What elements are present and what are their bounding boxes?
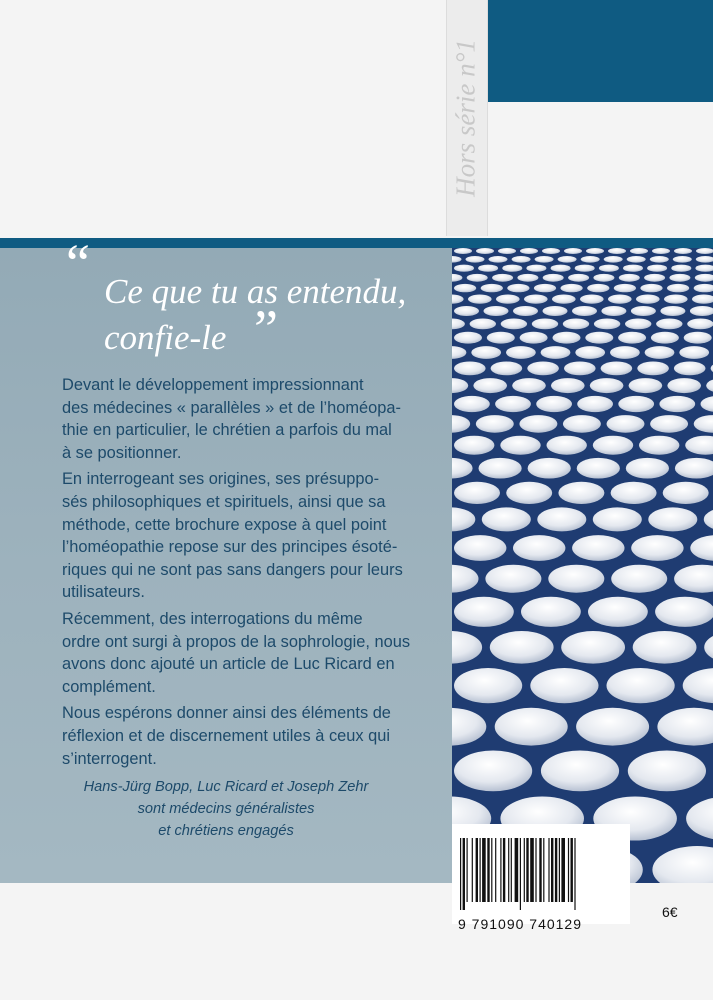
barcode-bar <box>571 838 573 902</box>
disc-shape <box>659 396 695 412</box>
barcode-bar <box>551 838 553 902</box>
disc-shape <box>452 631 482 664</box>
disc-shape <box>452 415 470 433</box>
disc-shape <box>651 332 679 344</box>
disc-shape <box>473 378 507 393</box>
disc-shape <box>663 482 709 504</box>
disc-shape <box>671 265 691 272</box>
disc-shape <box>694 284 713 292</box>
disc-shape <box>577 396 613 412</box>
closing-quote-mark: ” <box>254 299 278 359</box>
disc-shape <box>534 284 556 292</box>
disc-shape <box>640 284 662 292</box>
disc-shape <box>479 458 522 479</box>
disc-shape <box>581 256 600 263</box>
barcode-bar <box>491 838 492 902</box>
text-line: Nous espérons donner ainsi des éléments de <box>62 704 391 723</box>
disc-shape <box>542 248 560 254</box>
disc-shape <box>576 708 649 746</box>
text-line: utilisateurs. <box>62 583 145 602</box>
disc-shape <box>564 248 582 254</box>
barcode-bar <box>520 838 521 910</box>
disc-shape <box>481 284 503 292</box>
barcode-bar <box>472 838 473 902</box>
top-blue-block <box>486 0 713 102</box>
disc-shape <box>521 597 581 627</box>
disc-shape <box>520 332 548 344</box>
disc-shape <box>495 396 531 412</box>
disc-shape <box>690 535 713 561</box>
disc-shape <box>593 507 642 531</box>
disc-shape <box>506 482 552 504</box>
barcode-bar <box>539 838 541 902</box>
disc-shape <box>675 458 713 479</box>
disc-shape <box>452 565 479 593</box>
disc-shape <box>633 631 697 664</box>
disc-shape <box>536 396 572 412</box>
disc-shape <box>452 274 462 282</box>
disc-shape <box>452 319 465 330</box>
disc-shape <box>454 362 486 376</box>
barcode-bar <box>530 838 534 902</box>
barcode-bar <box>555 838 557 902</box>
disc-shape <box>513 306 538 316</box>
disc-shape <box>630 248 648 254</box>
disc-shape <box>452 708 486 746</box>
text-line: des médecines « parallèles » et de l’homéopa- <box>62 398 401 417</box>
disc-shape <box>454 482 500 504</box>
disc-shape <box>467 274 488 282</box>
cover-photo <box>452 248 713 883</box>
disc-shape <box>454 436 494 455</box>
paragraph-1 <box>62 374 428 464</box>
disc-shape <box>587 284 609 292</box>
barcode-bar <box>508 838 509 902</box>
barcode-bar <box>574 838 575 910</box>
barcode-bar <box>548 838 549 902</box>
disc-shape <box>685 436 713 455</box>
series-label: Hors série n°1 <box>450 39 481 197</box>
disc-shape <box>690 306 713 316</box>
disc-shape <box>454 306 479 316</box>
disc-shape <box>558 482 604 504</box>
disc-shape <box>696 248 713 254</box>
text-line: méthode, cette brochure expose à quel point <box>62 515 387 534</box>
disc-shape <box>512 378 546 393</box>
disc-shape <box>495 708 568 746</box>
disc-shape <box>696 256 713 263</box>
text-line: Récemment, des interrogations du même <box>62 609 363 628</box>
disc-shape <box>660 306 685 316</box>
disc-shape <box>452 295 464 304</box>
opening-quote-mark: “ <box>66 233 90 293</box>
disc-shape <box>527 362 559 376</box>
barcode-bar <box>500 838 501 902</box>
disc-shape <box>706 378 713 393</box>
disc-shape <box>686 797 713 841</box>
disc-shape <box>572 306 597 316</box>
disc-shape <box>541 346 571 359</box>
disc-shape <box>625 319 651 330</box>
disc-shape <box>507 284 529 292</box>
disc-shape <box>454 535 506 561</box>
disc-shape <box>564 362 596 376</box>
barcode-bar <box>515 838 519 902</box>
disc-shape <box>657 708 713 746</box>
disc-shape <box>452 256 462 263</box>
disc-shape <box>454 751 532 792</box>
disc-shape <box>498 248 516 254</box>
disc-shape <box>572 535 624 561</box>
disc-shape <box>470 319 496 330</box>
disc-shape <box>599 265 619 272</box>
disc-shape <box>648 507 697 531</box>
barcode-bar <box>467 838 468 902</box>
disc-shape <box>695 265 713 272</box>
price: 6€ <box>662 904 678 920</box>
disc-shape <box>496 295 520 304</box>
disc-shape <box>679 346 709 359</box>
disc-shape <box>551 378 585 393</box>
disc-shape <box>674 248 692 254</box>
disc-shape <box>580 295 604 304</box>
quote-line-1: Ce que tu as entendu, <box>104 272 407 311</box>
authors-line-2: sont médecins généralistes <box>137 801 315 817</box>
disc-shape <box>535 256 554 263</box>
disc-shape <box>541 751 619 792</box>
disc-shape <box>618 332 646 344</box>
disc-shape <box>667 284 689 292</box>
barcode-bar <box>526 838 528 902</box>
barcode-bar <box>568 838 569 902</box>
text-line: l’homéopathie repose sur des principes ésoté- <box>62 538 398 557</box>
disc-shape <box>563 415 601 433</box>
barcode-bar <box>460 838 461 910</box>
disc-shape <box>610 346 640 359</box>
disc-shape <box>452 458 473 479</box>
disc-shape <box>520 248 538 254</box>
disc-shape <box>489 256 508 263</box>
disc-shape <box>519 415 557 433</box>
disc-shape <box>628 751 706 792</box>
barcode-bar <box>535 838 536 902</box>
disc-shape <box>490 631 554 664</box>
disc-shape <box>512 256 531 263</box>
barcode-bar <box>495 838 496 902</box>
disc-shape <box>629 378 663 393</box>
disc-shape <box>627 256 646 263</box>
authors-line-3: et chrétiens engagés <box>158 823 294 839</box>
text-line: riques qui ne sont pas sans dangers pour leurs <box>62 560 403 579</box>
description-text <box>62 374 428 774</box>
paragraph-4 <box>62 702 428 770</box>
disc-shape <box>655 597 713 627</box>
disc-shape <box>568 274 589 282</box>
disc-shape <box>694 415 713 433</box>
disc-shape <box>528 458 571 479</box>
disc-shape <box>619 274 640 282</box>
barcode-bar <box>480 838 481 902</box>
disc-shape <box>656 319 682 330</box>
disc-shape <box>639 436 679 455</box>
text-line: complément. <box>62 677 156 696</box>
disc-shape <box>558 256 577 263</box>
barcode-bar <box>503 838 505 902</box>
disc-shape <box>526 265 546 272</box>
disc-shape <box>611 565 667 593</box>
disc-shape <box>484 306 509 316</box>
disc-shape <box>487 332 515 344</box>
disc-shape <box>623 265 643 272</box>
quote-line-2: confie-le <box>104 318 227 357</box>
barcode-number: 9 791090 740129 <box>458 916 582 932</box>
disc-shape <box>468 295 492 304</box>
barcode-bars <box>452 824 630 924</box>
paragraph-3 <box>62 608 428 698</box>
disc-shape <box>501 319 527 330</box>
disc-shape <box>692 295 713 304</box>
disc-shape <box>601 362 633 376</box>
disc-shape <box>664 295 688 304</box>
disc-shape <box>454 284 476 292</box>
barcode-bar <box>476 838 478 902</box>
disc-shape <box>543 306 568 316</box>
disc-shape <box>618 396 654 412</box>
disc-shape <box>491 362 523 376</box>
disc-shape <box>667 378 701 393</box>
disc-shape <box>683 668 713 703</box>
disc-shape <box>454 396 490 412</box>
disc-shape <box>608 248 626 254</box>
disc-shape <box>500 436 540 455</box>
disc-shape <box>548 565 604 593</box>
blue-divider-bar <box>0 238 713 248</box>
text-line: réflexion et de discernement utiles à ceux qui <box>62 726 390 745</box>
disc-shape <box>704 631 713 664</box>
disc-shape <box>604 256 623 263</box>
barcode <box>452 824 630 924</box>
disc-shape <box>614 284 636 292</box>
disc-shape <box>611 482 657 504</box>
disc-shape <box>590 378 624 393</box>
text-line: Devant le développement impressionnant <box>62 376 364 394</box>
disc-shape <box>466 256 485 263</box>
disc-shape <box>552 295 576 304</box>
disc-shape <box>454 597 514 627</box>
disc-shape <box>452 346 466 359</box>
barcode-bar <box>561 838 565 902</box>
disc-shape <box>577 458 620 479</box>
disc-shape <box>561 631 625 664</box>
disc-shape <box>543 274 564 282</box>
authors-note <box>0 776 452 842</box>
barcode-bar <box>482 838 486 902</box>
disc-shape <box>537 507 586 531</box>
disc-pattern-image <box>452 248 713 883</box>
disc-shape <box>652 846 713 883</box>
disc-shape <box>551 265 571 272</box>
disc-shape <box>586 248 604 254</box>
disc-shape <box>637 362 669 376</box>
text-line: s’interrogent. <box>62 749 157 768</box>
disc-shape <box>669 274 690 282</box>
disc-shape <box>575 346 605 359</box>
disc-shape <box>476 248 494 254</box>
disc-shape <box>530 668 598 703</box>
barcode-bar <box>524 838 525 902</box>
disc-shape <box>506 346 536 359</box>
disc-shape <box>454 265 474 272</box>
disc-shape <box>492 274 513 282</box>
disc-shape <box>594 319 620 330</box>
disc-shape <box>695 274 713 282</box>
disc-shape <box>626 458 669 479</box>
disc-shape <box>471 346 501 359</box>
disc-shape <box>454 332 482 344</box>
disc-shape <box>673 256 692 263</box>
text-line: thie en particulier, le chrétien a parfois du mal <box>62 421 392 440</box>
disc-shape <box>674 565 713 593</box>
disc-shape <box>588 597 648 627</box>
barcode-bar <box>511 838 512 902</box>
text-line: En interrogeant ses origines, ses présuppo- <box>62 470 380 489</box>
disc-shape <box>476 415 514 433</box>
authors-line-1: Hans-Jürg Bopp, Luc Ricard et Joseph Zehr <box>83 779 369 795</box>
disc-shape <box>631 306 656 316</box>
disc-shape <box>608 295 632 304</box>
disc-shape <box>674 362 706 376</box>
disc-shape <box>701 396 713 412</box>
disc-shape <box>631 535 683 561</box>
disc-shape <box>593 274 614 282</box>
text-line: à se positionner. <box>62 443 182 462</box>
disc-shape <box>563 319 589 330</box>
disc-shape <box>687 319 713 330</box>
disc-shape <box>482 507 531 531</box>
disc-shape <box>645 346 675 359</box>
disc-shape <box>593 436 633 455</box>
disc-shape <box>704 507 713 531</box>
disc-shape <box>524 295 548 304</box>
disc-shape <box>452 507 475 531</box>
disc-shape <box>650 256 669 263</box>
barcode-bar <box>487 838 489 902</box>
disc-shape <box>517 274 538 282</box>
disc-shape <box>652 248 670 254</box>
barcode-bar <box>463 838 465 910</box>
barcode-bar <box>559 838 560 902</box>
disc-shape <box>513 535 565 561</box>
disc-shape <box>585 332 613 344</box>
disc-shape <box>575 265 595 272</box>
disc-shape <box>601 306 626 316</box>
disc-shape <box>647 265 667 272</box>
barcode-bar <box>543 838 544 902</box>
disc-shape <box>485 565 541 593</box>
disc-shape <box>561 284 583 292</box>
disc-shape <box>478 265 498 272</box>
disc-shape <box>650 415 688 433</box>
disc-shape <box>684 332 712 344</box>
text-line: sés philosophiques et spirituels, ainsi que sa <box>62 492 386 511</box>
text-line: ordre ont surgi à propos de la sophrologie, nous <box>62 632 411 651</box>
disc-shape <box>454 248 472 254</box>
disc-shape <box>454 668 522 703</box>
disc-shape <box>607 415 645 433</box>
disc-shape <box>452 378 468 393</box>
disc-shape <box>644 274 665 282</box>
disc-shape <box>547 436 587 455</box>
text-line: avons donc ajouté un article de Luc Ricard en <box>62 655 395 674</box>
disc-shape <box>532 319 558 330</box>
disc-shape <box>502 265 522 272</box>
disc-shape <box>607 668 675 703</box>
paragraph-2 <box>62 468 428 604</box>
disc-shape <box>553 332 581 344</box>
disc-shape <box>636 295 660 304</box>
